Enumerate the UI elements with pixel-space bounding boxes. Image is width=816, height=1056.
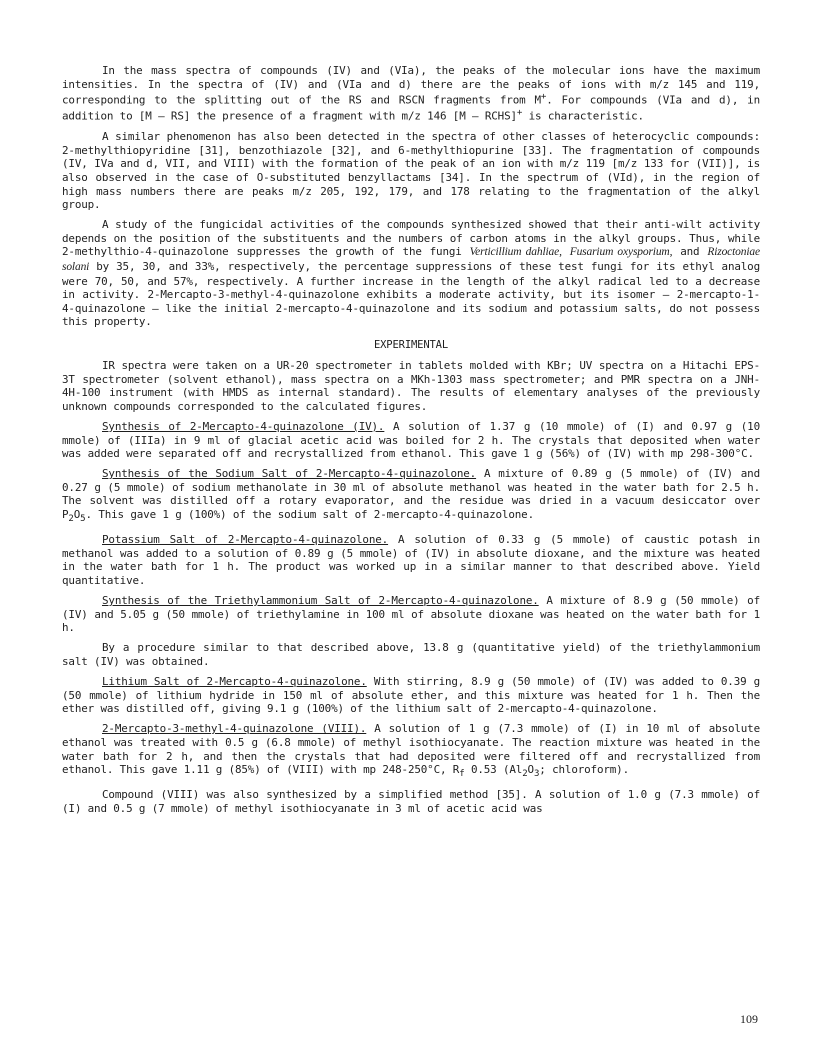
subsection-title: Lithium Salt of 2-Mercapto-4-quinazolone. bbox=[102, 675, 367, 689]
subscript: f bbox=[459, 769, 465, 780]
text-run: In the mass spectra of compounds (IV) and (VIa), the peaks of the molecular ions have the maximum intensities. In the spectra of (IV) and (VIa and d) there are the peaks of ions with m/z 145 and 119, corresponding to the splitting out of the RS and RSCN fragments from M bbox=[62, 64, 760, 107]
subsection-title: Synthesis of 2-Mercapto-4-quinazolone (IV). bbox=[102, 419, 385, 433]
text-run: and bbox=[672, 245, 708, 259]
superscript: + bbox=[540, 92, 547, 103]
text-run: by 35, 30, and 33%, respectively, the percentage suppressions of these test fungi for its ethyl analog were 70, 50, and 57%, respectively. A further increase in the length of the alkyl radical led to a decrease in activity. 2-Mercapto-3-methyl-4-quinazolone exhibits a moderate activity, but its isomer — 2-mercapto-1-4-quinazolone — like the initial 2-mercapto-4-quinazolone and its sodium and potassium salts, do not possess this property. bbox=[62, 259, 760, 329]
paragraph-sodium-salt bbox=[62, 467, 760, 527]
paragraph-synthesis-iv bbox=[62, 420, 760, 461]
text-run: A solution of 1.37 g (10 mmole) of (I) and 0.97 g (10 mmole) of (IIIa) in 9 ml of glacial acetic acid was boiled for 2 h. The crystals that deposited when water was added were separated off and recrystallized from ethanol. This gave 1 g (56%) of (IV) with mp 298-300°C. bbox=[62, 419, 760, 461]
paragraph-triethylammonium-salt bbox=[62, 594, 760, 635]
text-run: ; chloroform). bbox=[539, 763, 629, 777]
section-heading-experimental: EXPERIMENTAL bbox=[373, 338, 449, 351]
text-run: O bbox=[73, 507, 81, 521]
text-run: O bbox=[527, 763, 534, 777]
species-name: Verticillium dahliae, bbox=[469, 246, 562, 259]
subsection-title: 2-Mercapto-3-methyl-4-quinazolone (VIII). bbox=[102, 722, 367, 736]
text-run: A study of the fungicidal activities of the compounds synthesized showed that their anti-wilt activity depends on the position of the substituents and the numbers of carbon atoms in the alkyl groups. Thus, while 2-methylthio-4-quinazolone suppresses the growth of the fungi bbox=[62, 218, 760, 259]
paragraph-similar-phenomenon: A similar phenomenon has also been detected in the spectra of other classes of heterocyclic compounds: 2-methylthiopyridine [31], benzothiazole [32], and 6-methylthiopurine [33]. The fragmentation of compounds (IV, IVa and d, VII, and VIII) with the formation of the peak of an ion with m/z 119 [m/z 133 for (VII)], is also observed in the case of O-substituted benzyllactams [34]. In the spectrum of (VId), in the region of high mass numbers there are peaks m/z 205, 192, 179, and 178 relating to the fragmentation of the alkyl group. bbox=[62, 130, 760, 212]
subsection-title: Synthesis of the Triethylammonium Salt of 2-Mercapto-4-quinazolone. bbox=[102, 594, 539, 608]
paragraph-simplified-method: Compound (VIII) was also synthesized by a simplified method [35]. A solution of 1.0 g (7.3 mmole) of (I) and 0.5 g (7 mmole) of methyl isothiocyanate in 3 ml of acetic acid was bbox=[62, 788, 760, 815]
text-run: A mixture of 0.89 g (5 mmole) of (IV) and 0.27 g (5 mmole) of sodium methanolate in 30 ml of absolute methanol was heated in the water bath for 2.5 h. The solvent was distilled off a rotary evaporator, and the residue was dried in a vacuum desiccator over P bbox=[62, 467, 760, 521]
text-run: A solution of 1 g (7.3 mmole) of (I) in 10 ml of absolute ethanol was treated with 0.5 g (6.8 mmole) of methyl isothiocyanate. The reaction mixture was heated in the water bath for 2 h, and then the crystals that had deposited were filtered off and recrystallized from ethanol. This gave 1.11 g (85%) of (VIII) with mp 248-250°C, R bbox=[62, 722, 760, 777]
paragraph-mass-spectra bbox=[62, 64, 760, 124]
paragraph-potassium-salt bbox=[62, 533, 760, 587]
text-run: 0.53 (Al bbox=[464, 763, 523, 777]
paragraph-fungicidal-activity bbox=[62, 218, 760, 329]
species-name: Fusarium oxysporium, bbox=[569, 246, 673, 259]
paragraph-triethylammonium-procedure: By a procedure similar to that described above, 13.8 g (quantitative yield) of the triethylammonium salt (IV) was obtained. bbox=[62, 641, 760, 668]
subscript: 2 bbox=[68, 514, 74, 525]
text-run: is characteristic. bbox=[522, 110, 644, 124]
superscript: + bbox=[516, 108, 523, 119]
subscript: 3 bbox=[533, 769, 540, 780]
text-run: A mixture of 8.9 g (50 mmole) of (IV) and 5.05 g (50 mmole) of triethylamine in 100 ml of absolute dioxane was heated on the water bath for 1 h. bbox=[62, 594, 760, 635]
text-run: . This gave 1 g (100%) of the sodium salt of 2-mercapto-4-quinazolone. bbox=[85, 507, 534, 521]
species-name: Rizoctoniae solani bbox=[62, 246, 760, 273]
text-run: With stirring, 8.9 g (50 mmole) of (IV) was added to 0.39 g (50 mmole) of lithium hydride in 150 ml of absolute ether, and this mixture was heated for 1 h. Then the ether was distilled off, giving 9.1 g (100%) of the lithium salt of 2-mercapto-4-quinazolone. bbox=[62, 675, 760, 716]
subscript: 5 bbox=[80, 514, 86, 525]
subsection-title: Potassium Salt of 2-Mercapto-4-quinazolone. bbox=[102, 533, 389, 547]
page-number: 109 bbox=[740, 1012, 758, 1026]
text-run: . For compounds (VIa and d), in addition to [M – RS] the presence of a fragment with m/z 146 [M – RCHS] bbox=[62, 93, 760, 124]
paragraph-lithium-salt bbox=[62, 675, 760, 716]
page-body bbox=[62, 64, 760, 816]
subsection-title: Synthesis of the Sodium Salt of 2-Mercapto-4-quinazolone. bbox=[102, 467, 477, 481]
subscript: 2 bbox=[522, 769, 528, 780]
text-run: A solution of 0.33 g (5 mmole) of caustic potash in methanol was added to a solution of 0.89 g (5 mmole) of (IV) in absolute dioxane, and the mixture was heated in the water bath for 1 h. The product was worked up in a similar manner to that described above. Yield quantitative. bbox=[62, 533, 760, 588]
paragraph-compound-viii bbox=[62, 722, 760, 782]
paragraph-instruments: IR spectra were taken on a UR-20 spectrometer in tablets molded with KBr; UV spectra on a Hitachi EPS-3T spectrometer (solvent ethanol), mass spectra on a MKh-1303 mass spectrometer; and PMR spectra on a JNH-4H-100 instrument (with HMDS as internal standard). The results of elementary analyses of the previously unknown compounds corresponded to the calculated figures. bbox=[62, 359, 760, 413]
